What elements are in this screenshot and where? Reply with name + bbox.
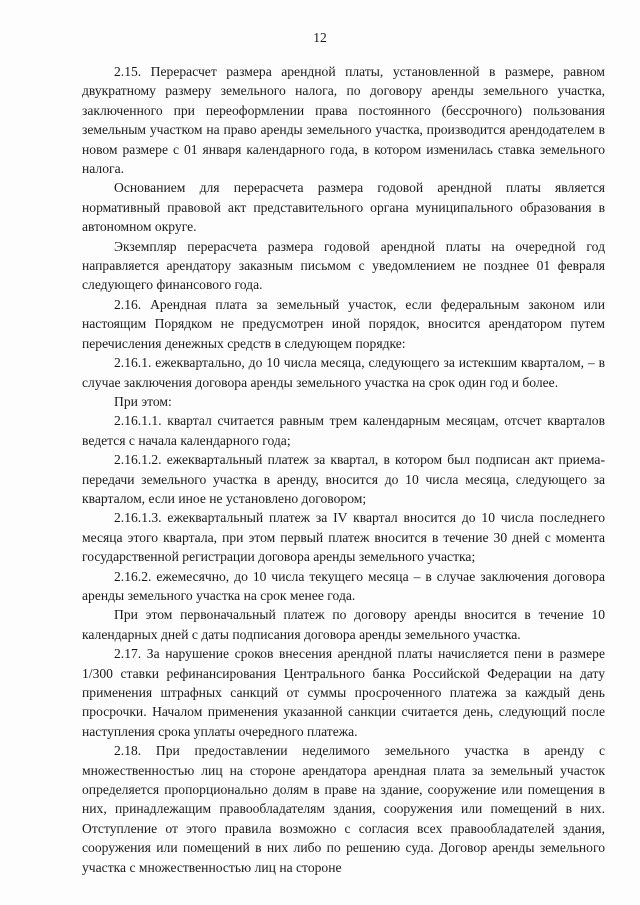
paragraph-2-16-1-1: 2.16.1.1. квартал считается равным трем календарным месяцам, отсчет кварталов ведется с начала календарного года; [82,413,605,448]
paragraph-2-16-2: 2.16.2. ежемесячно, до 10 числа текущего месяца – в случае заключения договора аренды земельного участка на срок менее года. [82,568,605,603]
paragraph-2-17: 2.17. За нарушение сроков внесения арендной платы начисляется пени в размере 1/300 ставки рефинансирования Центрального банка Российской Федерации на дату применения штрафных санкций от суммы просроченного платежа за каждый день просрочки. Началом применения указанной санкции считается день, следующий после наступления срока уплаты очередного платежа. [82,646,605,739]
page-number: 12 [313,30,327,45]
paragraph-2-15: 2.15. Перерасчет размера арендной платы, установленной в размере, равном двукратному размеру земельного налога, по договору аренды земельного участка, заключенного при переоформлении права постоянного (бессрочного) пользования земельным участком на право аренды земельного участка, производится арендодателем в новом размере с 01 января календарного года, в котором изменилась ставка земельного налога. [82,64,605,177]
paragraph-first-payment: При этом первоначальный платеж по договору аренды вносится в течение 10 календарных дней с даты подписания договора аренды земельного участка. [82,607,605,642]
paragraph-2-16-1-2: 2.16.1.2. ежеквартальный платеж за квартал, в котором был подписан акт приема-передачи земельного участка в аренду, вносится до 10 числа месяца, следующего за кварталом, если иное не установлено договором; [82,452,605,506]
document-body [82,62,605,877]
paragraph-2-18: 2.18. При предоставлении неделимого земельного участка в аренду с множественностью лиц на стороне арендатора арендная плата за земельный участок определяется пропорционально долям в праве на здание, сооружение или помещения в них, принадлежащим правообладателям здания, сооружения или помещений в них. Отступление от этого правила возможно с согласия всех правообладателей здания, сооружения или помещений в них либо по решению суда. Договор аренды земельного участка с множественностью лиц на стороне [82,743,605,875]
paragraph-2-16-1-3: 2.16.1.3. ежеквартальный платеж за IV квартал вносится до 10 числа последнего месяца этого квартала, при этом первый платеж вносится в течение 30 дней с момента государственной регистрации договора аренды земельного участка; [82,510,605,565]
paragraph-at-this: При этом: [114,393,172,409]
paragraph-2-16: 2.16. Арендная плата за земельный участок, если федеральным законом или настоящим Порядком не предусмотрен иной порядок, вносится арендатором путем перечисления денежных средств в следующем порядке: [82,296,605,351]
paragraph-2-16-1: 2.16.1. ежеквартально, до 10 числа месяца, следующего за истекшим кварталом, – в случае заключения договора аренды земельного участка на срок один год и более. [82,355,605,390]
paragraph-basis: Основанием для перерасчета размера годовой арендной платы является нормативный правовой акт представительного органа муниципального образования в автономном округе. [82,180,605,235]
paragraph-copy-sent: Экземпляр перерасчета размера годовой арендной платы на очередной год направляется арендатору заказным письмом с уведомлением не позднее 01 февраля следующего финансового года. [82,238,605,293]
